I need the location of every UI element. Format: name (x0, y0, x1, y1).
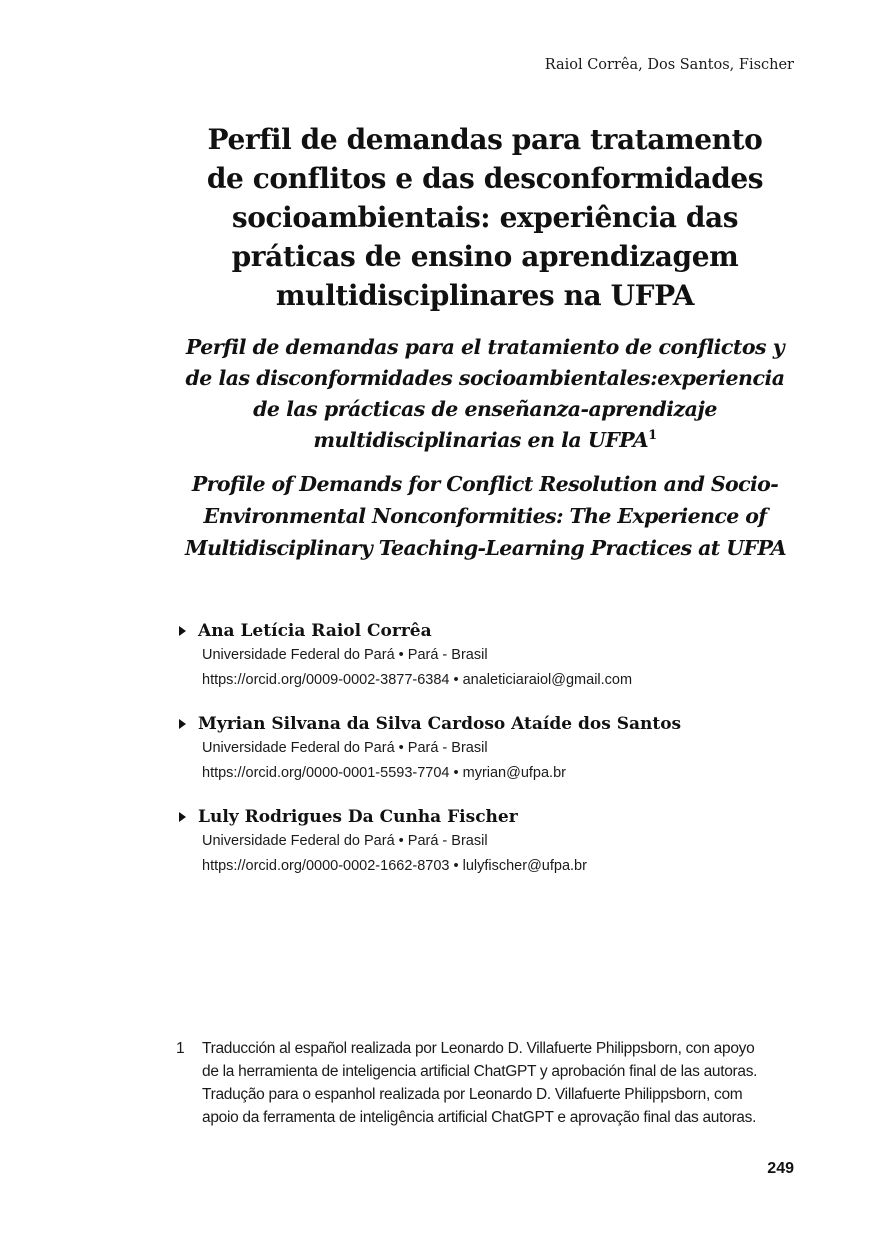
title-line: Profile of Demands for Conflict Resolution and Socio- (191, 472, 779, 496)
footnote-line: Tradução para o espanhol realizada por Leonardo D. Villafuerte Philippsborn, com (202, 1086, 743, 1103)
caret-right-icon (179, 719, 186, 729)
caret-right-icon (179, 626, 186, 636)
title-line: de las prácticas de enseñanza-aprendizaje (253, 397, 717, 421)
footnote-text (202, 1037, 757, 1129)
title-line: de las disconformidades socioambientales:experiencia (185, 366, 785, 390)
author-contact[interactable]: https://orcid.org/0000-0001-5593-7704 • myrian@ufpa.br (202, 765, 566, 781)
author-name-row (176, 619, 816, 643)
title-line: multidisciplinares na UFPA (275, 279, 695, 312)
title-line: Multidisciplinary Teaching-Learning Practices at UFPA (185, 536, 787, 560)
title-line: práticas de ensino aprendizagem (231, 240, 739, 273)
footnote-line: apoio da ferramenta de inteligência artificial ChatGPT e aprovação final das autoras. (202, 1109, 757, 1126)
author-affiliation: Universidade Federal do Pará • Pará - Brasil (202, 647, 488, 663)
footnote-line: Traducción al español realizada por Leonardo D. Villafuerte Philippsborn, con apoyo (202, 1040, 755, 1057)
title-english (185, 468, 785, 564)
author-contact[interactable]: https://orcid.org/0000-0002-1662-8703 • lulyfischer@ufpa.br (202, 858, 587, 874)
author-name: Myrian Silvana da Silva Cardoso Ataíde dos Santos (198, 714, 682, 734)
title-line: Environmental Nonconformities: The Experience of (203, 504, 767, 528)
author-name-row (176, 805, 816, 829)
author-entry (176, 712, 816, 786)
running-head: Raiol Corrêa, Dos Santos, Fischer (544, 57, 794, 73)
author-list (176, 619, 816, 898)
author-affiliation: Universidade Federal do Pará • Pará - Brasil (202, 740, 488, 756)
author-affiliation: Universidade Federal do Pará • Pará - Brasil (202, 833, 488, 849)
author-name: Ana Letícia Raiol Corrêa (198, 621, 432, 641)
author-entry (176, 619, 816, 693)
title-spanish (185, 332, 785, 456)
author-name-row (176, 712, 816, 736)
author-entry (176, 805, 816, 879)
author-name: Luly Rodrigues Da Cunha Fischer (198, 807, 518, 827)
footnote-line: de la herramienta de inteligencia artificial ChatGPT y aprobación final de las autoras. (202, 1063, 758, 1080)
page-number: 249 (767, 1160, 794, 1177)
caret-right-icon (179, 812, 186, 822)
title-line (185, 425, 785, 456)
title-line: de conflitos e das desconformidades (206, 162, 764, 195)
footnote-reference[interactable]: 1 (648, 428, 657, 444)
title-line-text: multidisciplinarias en la UFPA (313, 428, 649, 452)
title-portuguese (185, 120, 785, 315)
title-line: Perfil de demandas para el tratamiento de conflictos y (185, 335, 785, 359)
footnote (176, 1037, 801, 1129)
footnote-number: 1 (176, 1040, 185, 1057)
author-contact[interactable]: https://orcid.org/0009-0002-3877-6384 • analeticiaraiol@gmail.com (202, 672, 633, 688)
title-line: Perfil de demandas para tratamento (207, 123, 763, 156)
title-line: socioambientais: experiência das (231, 201, 739, 234)
